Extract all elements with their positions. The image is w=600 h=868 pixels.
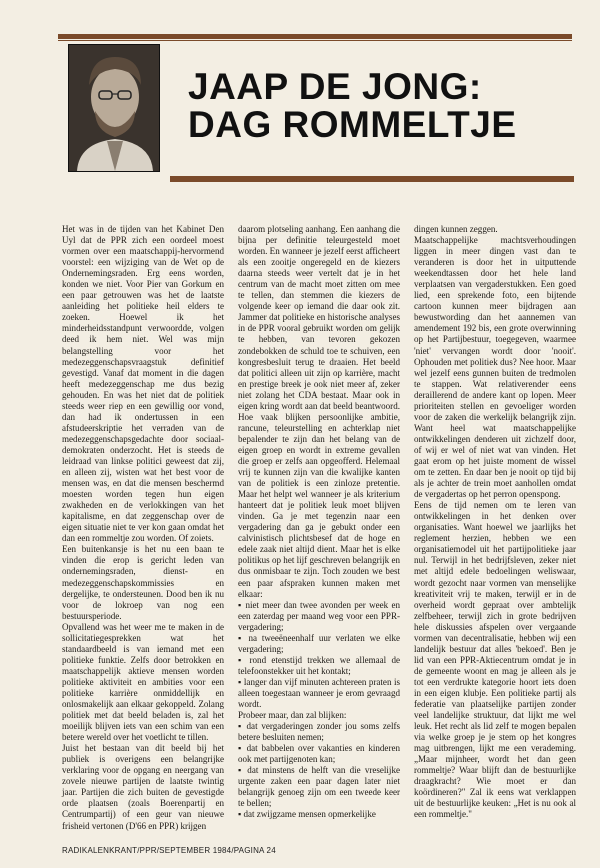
paragraph: ▪ niet meer dan twee avonden per week en een zaterdag per maand weg voor een PPR-vergadering;: [238, 599, 400, 632]
paragraph: ▪ dat babbelen over vakanties en kinderen ook met partijgenoten kan;: [238, 743, 400, 765]
headline-block: [164, 46, 574, 176]
paragraph: dingen kunnen zeggen.: [414, 224, 498, 234]
text-column-1: [62, 224, 224, 840]
top-rule: [58, 34, 572, 39]
paragraph: Probeer maar, dan zal blijken:: [238, 710, 347, 721]
paragraph: ▪ langer dan vijf minuten achtereen praten is alleen toegestaan wanneer je erom gevraagd wordt.: [238, 676, 400, 710]
text-column-2: [238, 224, 400, 840]
paragraph: Eens de tijd nemen om te leren van ontwikkelingen in het denken over organisaties. Want hoewel we jaarlijks het reglement herzien, hebben we een organisatiemodel uit het partijpolitieke jaar nul. Terwijl in het bedrijfsleven, zeker niet met altijd edele bedoelingen weliswaar, wordt gezocht naar vormen van menselijke kreativiteit vrij te maken, terwijl er in de overheid wordt gepraat over ambtelijk zelfbeheer, terwijl zich in grote bedrijven hele diskussies afspelen over vergaande vormen van decentralisatie, hebben wij een landelijk bestuur dat alles 'bekoed'. Ben je lid van een PPR-Aktiecentrum omdat je in de gemeente woont en mag je alleen als je tot een verdrukte kategorie hoort iets doen in een eigen klubje. Een politieke partij als federatie van plaatselijke partijen zonder veel landelijke struktuur, dat lijkt me wel leuk. Het recht als lid zelf te mogen bepalen via welke groep je je stem op het kongres mag uitbrengen, lijkt me een verademing. „Maar mijnheer, wordt het dan geen rommeltje? Waar blijft dan de bestuurlijke draagkracht? Wie moet er dan koördineren?" Zal ik eens wat verklappen uit de bestuurlijke keuken: „Het is nu ook al een rommeltje.": [414, 500, 576, 820]
paragraph: Een buitenkansje is het nu een baan te vinden die erop is gericht leden van ondernemingsraden, dienst- en medezeggenschapskommissies en dergelijke, te ondersteunen. Dood ben ik nu voor de lokroep van nog een bestuursperiode.: [62, 544, 224, 621]
paragraph: ▪ rond etenstijd trekken we allemaal de telefoonstekker uit het kontakt;: [238, 654, 400, 676]
text-column-3: [414, 224, 576, 840]
top-rule-thin: [58, 40, 572, 41]
paragraph: daarom plotseling aanhang. Een aanhang die bijna per definitie teleurgesteld moet worden. En wanneer je jezelf eerst afficheert als een zooitje ongeregeld en de kiezers daarna steeds weer vertelt dat je in het centrum van de macht moet zitten om mee te tellen, dan stemmen die kiezers de volgende keer op iemand die daar ook zit. Jammer dat politieke en historische analyses in de PPR vooral gebruikt worden om gelijk te hebben, van tevoren gekozen zondebokken de schuld toe te schuiven, een kongresbesluit terug te draaien. Het beeld dat politici alleen uit zijn op karrière, macht en prestige breek je ook niet meer af, zeker niet zolang het CDA bestaat. Maar ook in eigen kring wordt aan dat beeld beantwoord. Hoe vaak blijken persoonlijke ambitie, rancune, teleurstelling en achterklap niet bepalender te zijn dan het belang van de eigen groep en wordt in extreme gevallen die groep er zelfs aan opgeofferd. Helemaal vrij te kunnen zijn van die kwalijke kanten van de politiek is een zinloze pretentie. Maar het helpt wel wanneer je als kriterium hanteert dat je politiek leuk moet blijven vinden. Ga je met tegenzin naar een vergadering dan ga je gebukt onder een calvinistisch plichtsbesef dat de hoge en edele zaak niet altijd dient. Maar het is elke politikus op het lijf geschreven belangrijk en dus onmisbaar te zijn. Toch zouden we best een paar afspraken kunnen maken met elkaar:: [238, 224, 400, 599]
author-portrait-photo: [68, 44, 160, 172]
portrait-illustration: [69, 45, 159, 171]
article-body: [62, 224, 576, 840]
paragraph: ▪ dat zwijgzame mensen opmerkelijke: [238, 809, 376, 820]
paragraph: ▪ na tweeëneenhalf uur verlaten we elke vergadering;: [238, 632, 400, 654]
headline-underline: [170, 176, 574, 182]
paragraph: Juist het bestaan van dit beeld bij het publiek is overigens een belangrijke verklaring voor de opgang en neergang van zovele nieuwe partijen de laatste twintig jaar. Partijen die zich buiten de gevestigde orde plaatsen (zoals Boerenpartij en Centrumpartij) of een geur van nieuwe frisheid vertonen (D'66 en PPR) krijgen: [62, 743, 224, 831]
paragraph: ▪ dat vergaderingen zonder jou soms zelfs betere besluiten nemen;: [238, 721, 400, 743]
article-title: [188, 68, 517, 144]
page-footer: RADIKALENKRANT/PPR/SEPTEMBER 1984/PAGINA 24: [62, 846, 276, 855]
paragraph: ▪ dat minstens de helft van die vreselijke urgente zaken een paar dagen later niet belangrijk genoeg zijn om een tweede keer te bellen;: [238, 765, 400, 809]
title-line-2: DAG ROMMELTJE: [188, 104, 517, 145]
paragraph: Opvallend was het weer me te maken in de sollicitatiegesprekken wat het standaardbeeld is van iemand met een politieke funktie. Zelfs door betrokken en maatschappelijk aktieve mensen worden politieke aktiviteit en ambities voor een politieke karrière onmiddellijk en onlosmakelijk aan elkaar gekoppeld. Zolang politiek met dat beeld beladen is, zal het moeilijk blijven iets van een schim van een betere wereld over het voetlicht te tillen.: [62, 621, 224, 743]
paragraph: Maatschappelijke machtsverhoudingen liggen in meer dingen vast dan te veranderen is door het in uitputtende weekendtassen door het hele land verplaatsen van vergaderstukken. Een goed lied, een sprekende foto, een bijtende cartoon kunnen meer bijdragen aan bewustwording dan het aannemen van amendement 192 bis, een grote overwinning op het Partijbestuur, toegegeven, waarmee 'niet' vervangen wordt door 'nooit'. Ophouden met politiek dus? Nee hoor. Maar wel jezelf eens gunnen buiten de tredmolen te stappen. Wat relativerender eens deraillerend de andere kant op lopen. Meer prioriteiten stellen en gevoeliger worden voor de zaken die werkelijk belangrijk zijn. Want heel wat maatschappelijke ontwikkelingen denderen uit zichzelf door, of wij er wel of niet wat van vinden. Het gaat erom op het juiste moment de wissel om te zetten. En daar ben je nooit op tijd bij als je achter de trein moet aanhollen omdat de vergadertas op het perron openspong.: [414, 235, 576, 500]
title-line-1: JAAP DE JONG:: [188, 66, 482, 107]
paragraph: Het was in de tijden van het Kabinet Den Uyl dat de PPR zich een oordeel moest vormen over een maatschappij-hervormend voorstel: een wijziging van de Wet op de Ondernemingsraden. Erg eens worden, konden we niet. Voor Pier van Gorkum en een paar getrouwen was het de laatste aanleiding het politieke heil elders te zoeken. Hoewel ik het minderheidsstandpunt verwoordde, volgen deed ik hem niet. Wel was mijn belangstelling voor het medezeggenschapsvraagstuk definitief gevestigd. Vanaf dat moment in die dagen heeft medezeggenschap me dus bezig gehouden. En was het niet dat de politiek steeds weer riep en een gewillig oor vond, dan had ik ondertussen in een afstudeerskriptie het verraden van de medezeggenschapsgedachte door sociaal-demokraten onderzocht. Het is steeds de leidraad van linkse politici geweest dat zij, en alleen zij, wisten wat het best voor de mensen was, en dat die mensen beschermd moesten worden tegen hun eigen zwakheden en de verlokkingen van het kapitalisme, en dat zeggenschap over de eigen situatie niet te ver kon gaan omdat het dan een rommeltje zou worden. Of zoiets.: [62, 224, 224, 544]
